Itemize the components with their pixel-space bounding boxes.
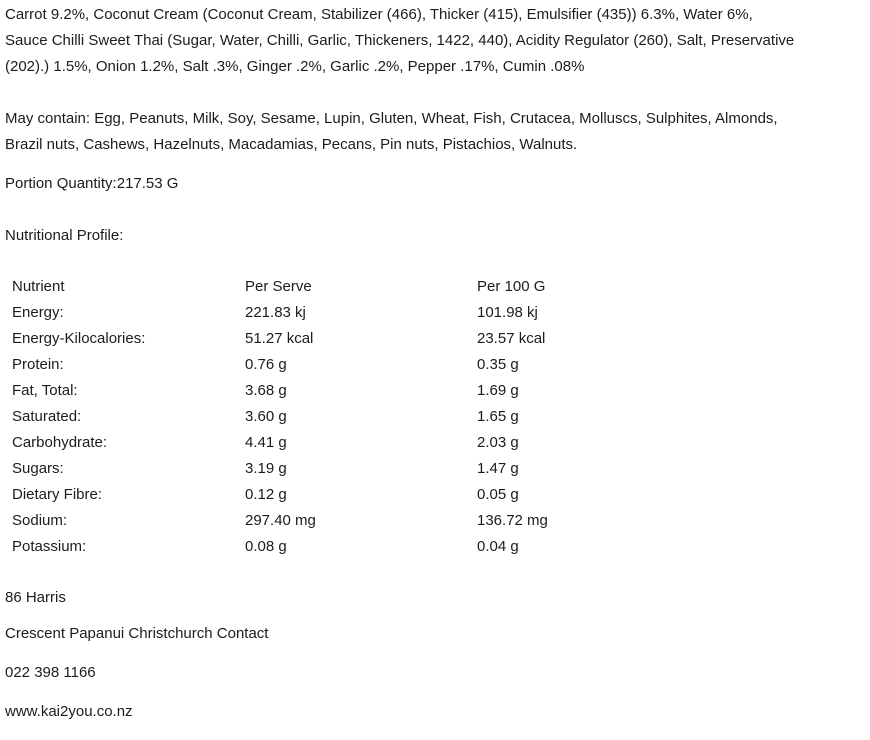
nutrition-row — [12, 430, 866, 456]
nutrient-cell: Protein: — [12, 356, 64, 373]
per-100g-cell: 0.05 g — [477, 486, 519, 503]
allergen-line: Brazil nuts, Cashews, Hazelnuts, Macadamias, Pecans, Pin nuts, Pistachios, Walnuts. — [5, 136, 578, 153]
per-serve-cell: 3.60 g — [245, 408, 287, 425]
per-100g-cell: 136.72 mg — [477, 512, 548, 529]
per-serve-cell: 0.08 g — [245, 538, 287, 555]
per-serve-cell: 3.68 g — [245, 382, 287, 399]
ingredients-line: Carrot 9.2%, Coconut Cream (Coconut Cream, Stabilizer (466), Thicker (415), Emulsifier (435)) 6.3%, Water 6%, — [5, 6, 753, 23]
nutrition-row — [12, 300, 866, 326]
per-serve-cell: 4.41 g — [245, 434, 287, 451]
nutrition-row — [12, 508, 866, 534]
nutrient-cell: Fat, Total: — [12, 382, 78, 399]
nutrition-row — [12, 456, 866, 482]
per-100g-cell: 1.69 g — [477, 382, 519, 399]
nutrient-cell: Saturated: — [12, 408, 82, 425]
per-serve-cell: 221.83 kj — [245, 304, 306, 321]
ingredients-text — [5, 2, 866, 80]
column-header-nutrient: Nutrient — [12, 278, 65, 295]
ingredients-line: (202).) 1.5%, Onion 1.2%, Salt .3%, Ginger .2%, Garlic .2%, Pepper .17%, Cumin .08% — [5, 58, 585, 75]
per-serve-cell: 0.76 g — [245, 356, 287, 373]
per-100g-cell: 101.98 kj — [477, 304, 538, 321]
per-serve-cell: 0.12 g — [245, 486, 287, 503]
per-100g-cell: 2.03 g — [477, 434, 519, 451]
per-100g-cell: 0.35 g — [477, 356, 519, 373]
contact-phone: 022 398 1166 — [5, 664, 96, 681]
address-line-2: Crescent Papanui Christchurch Contact — [5, 625, 269, 642]
per-serve-cell: 297.40 mg — [245, 512, 316, 529]
nutrition-row — [12, 534, 866, 560]
per-100g-cell: 1.65 g — [477, 408, 519, 425]
nutrient-cell: Dietary Fibre: — [12, 486, 103, 503]
nutritional-profile-heading: Nutritional Profile: — [5, 227, 124, 244]
nutrition-row — [12, 404, 866, 430]
nutrition-table — [12, 274, 866, 560]
nutrition-table-header — [12, 274, 866, 300]
nutrition-row — [12, 352, 866, 378]
portion-quantity: Portion Quantity:217.53 G — [5, 175, 179, 192]
nutrition-row — [12, 378, 866, 404]
per-100g-cell: 1.47 g — [477, 460, 519, 477]
column-header-per-100g: Per 100 G — [477, 278, 546, 295]
nutrition-row — [12, 482, 866, 508]
per-serve-cell: 51.27 kcal — [245, 330, 314, 347]
per-serve-cell: 3.19 g — [245, 460, 287, 477]
address-line-1: 86 Harris — [5, 589, 66, 606]
nutrition-row — [12, 326, 866, 352]
nutrient-cell: Carbohydrate: — [12, 434, 108, 451]
allergen-line: May contain: Egg, Peanuts, Milk, Soy, Sesame, Lupin, Gluten, Wheat, Fish, Crutacea, Molluscs, Sulphites, Almonds, — [5, 110, 778, 127]
allergen-statement — [5, 106, 866, 158]
nutrient-cell: Energy: — [12, 304, 64, 321]
nutrient-cell: Potassium: — [12, 538, 87, 555]
contact-website: www.kai2you.co.nz — [5, 703, 133, 720]
ingredients-line: Sauce Chilli Sweet Thai (Sugar, Water, Chilli, Garlic, Thickeners, 1422, 440), Acidity Regulator (260), Salt, Preservative — [5, 32, 795, 49]
nutrient-cell: Sodium: — [12, 512, 68, 529]
column-header-per-serve: Per Serve — [245, 278, 312, 295]
nutrient-cell: Energy-Kilocalories: — [12, 330, 146, 347]
nutrient-cell: Sugars: — [12, 460, 64, 477]
per-100g-cell: 0.04 g — [477, 538, 519, 555]
per-100g-cell: 23.57 kcal — [477, 330, 546, 347]
